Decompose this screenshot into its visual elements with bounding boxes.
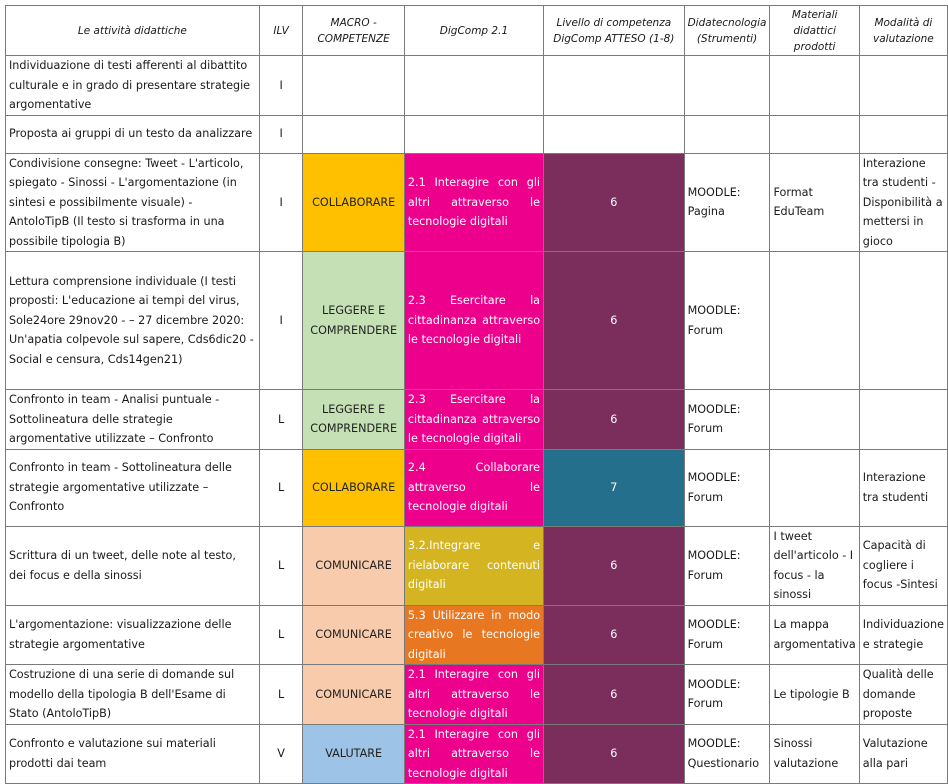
- cell-materials: Sinossi valutazione: [770, 724, 859, 784]
- table-row: [6, 526, 948, 605]
- cell-materials: [770, 449, 859, 526]
- cell-digcomp: 3.2.Integrare e rielaborare contenuti digitali: [404, 526, 543, 605]
- cell-mode: Individuazione e strategie: [859, 605, 947, 665]
- header-level: Livello di competenza DigComp ATTESO (1-8): [544, 6, 685, 56]
- cell-ilv: I: [259, 115, 303, 153]
- cell-tools: MOODLE: Forum: [684, 526, 770, 605]
- table-row: [6, 724, 948, 784]
- cell-ilv: L: [259, 605, 303, 665]
- cell-level: 6: [544, 390, 685, 450]
- table-row: [6, 390, 948, 450]
- cell-macro: LEGGERE E COMPRENDERE: [303, 390, 404, 450]
- cell-digcomp: 2.1 Interagire con gli altri attraverso le tecnologie digitali: [404, 665, 543, 725]
- cell-level: [544, 115, 685, 153]
- cell-tools: MOODLE: Forum: [684, 390, 770, 450]
- cell-materials: [770, 115, 859, 153]
- table-row: [6, 449, 948, 526]
- cell-materials: I tweet dell'articolo - I focus - la sinossi: [770, 526, 859, 605]
- cell-materials: [770, 390, 859, 450]
- cell-materials: [770, 56, 859, 116]
- cell-activity: L'argomentazione: visualizzazione delle strategie argomentative: [6, 605, 260, 665]
- cell-level: [544, 56, 685, 116]
- cell-materials: Format EduTeam: [770, 153, 859, 252]
- cell-ilv: L: [259, 390, 303, 450]
- cell-digcomp: [404, 56, 543, 116]
- cell-macro: COLLABORARE: [303, 449, 404, 526]
- cell-tools: MOODLE: Forum: [684, 605, 770, 665]
- cell-digcomp: 2.3 Esercitare la cittadinanza attraverso le tecnologie digitali: [404, 390, 543, 450]
- cell-activity: Costruzione di una serie di domande sul modello della tipologia B dell'Esame di Stato (AntoloTipB): [6, 665, 260, 725]
- cell-tools: MOODLE: Questionario: [684, 724, 770, 784]
- cell-level: 6: [544, 724, 685, 784]
- cell-digcomp: [404, 115, 543, 153]
- cell-activity: Confronto in team - Sottolineatura delle strategie argomentative utilizzate – Confronto: [6, 449, 260, 526]
- cell-level: 7: [544, 449, 685, 526]
- cell-activity: Scrittura di un tweet, delle note al testo, dei focus e della sinossi: [6, 526, 260, 605]
- cell-level: 6: [544, 526, 685, 605]
- cell-tools: MOODLE: Pagina: [684, 153, 770, 252]
- cell-ilv: V: [259, 724, 303, 784]
- table-row: [6, 115, 948, 153]
- cell-activity: Individuazione di testi afferenti al dibattito culturale e in grado di presentare strategie argomentative: [6, 56, 260, 116]
- cell-activity: Confronto e valutazione sui materiali prodotti dai team: [6, 724, 260, 784]
- table-row: [6, 153, 948, 252]
- cell-tools: [684, 115, 770, 153]
- cell-mode: Valutazione alla pari: [859, 724, 947, 784]
- cell-macro: [303, 56, 404, 116]
- cell-mode: [859, 390, 947, 450]
- cell-digcomp: 2.1 Interagire con gli altri attraverso le tecnologie digitali: [404, 724, 543, 784]
- cell-level: 6: [544, 252, 685, 390]
- cell-ilv: L: [259, 665, 303, 725]
- cell-macro: COMUNICARE: [303, 665, 404, 725]
- cell-level: 6: [544, 153, 685, 252]
- cell-ilv: I: [259, 252, 303, 390]
- cell-activity: Condivisione consegne: Tweet - L'articolo, spiegato - Sinossi - L'argomentazione (in sintesi e possibilmente visuale) - AntoloTipB (Il testo si trasforma in una possibile tipologia B): [6, 153, 260, 252]
- cell-mode: Interazione tra studenti - Disponibilità a mettersi in gioco: [859, 153, 947, 252]
- cell-materials: [770, 252, 859, 390]
- table-row: [6, 56, 948, 116]
- cell-mode: Capacità di cogliere i focus -Sintesi: [859, 526, 947, 605]
- cell-macro: [303, 115, 404, 153]
- header-row: [6, 6, 948, 56]
- cell-materials: Le tipologie B: [770, 665, 859, 725]
- header-tools: Didatecnologia (Strumenti): [684, 6, 770, 56]
- cell-digcomp: 2.3 Esercitare la cittadinanza attraverso le tecnologie digitali: [404, 252, 543, 390]
- cell-ilv: L: [259, 449, 303, 526]
- table-row: [6, 252, 948, 390]
- header-mode: Modalità di valutazione: [859, 6, 947, 56]
- cell-activity: Lettura comprensione individuale (I testi proposti: L'educazione ai tempi del virus, Sole24ore 29nov20 - – 27 dicembre 2020: Un'apatia colpevole sul sapere, Cds6dic20 - Social e censura, Cds14gen21): [6, 252, 260, 390]
- cell-level: 6: [544, 605, 685, 665]
- header-activity: Le attività didattiche: [6, 6, 260, 56]
- cell-ilv: I: [259, 153, 303, 252]
- cell-macro: VALUTARE: [303, 724, 404, 784]
- cell-tools: MOODLE: Forum: [684, 449, 770, 526]
- cell-digcomp: 2.1 Interagire con gli altri attraverso le tecnologie digitali: [404, 153, 543, 252]
- cell-materials: La mappa argomentativa: [770, 605, 859, 665]
- cell-tools: MOODLE: Forum: [684, 665, 770, 725]
- cell-level: 6: [544, 665, 685, 725]
- cell-tools: MOODLE: Forum: [684, 252, 770, 390]
- cell-digcomp: 5.3 Utilizzare in modo creativo le tecnologie digitali: [404, 605, 543, 665]
- activity-table: [5, 5, 948, 784]
- table-row: [6, 665, 948, 725]
- header-ilv: ILV: [259, 6, 303, 56]
- header-materials: Materiali didattici prodotti: [770, 6, 859, 56]
- cell-activity: Proposta ai gruppi di un testo da analizzare: [6, 115, 260, 153]
- cell-digcomp: 2.4 Collaborare attraverso le tecnologie digitali: [404, 449, 543, 526]
- cell-ilv: I: [259, 56, 303, 116]
- cell-tools: [684, 56, 770, 116]
- cell-activity: Confronto in team - Analisi puntuale - Sottolineatura delle strategie argomentative utilizzate – Confronto: [6, 390, 260, 450]
- table-row: [6, 605, 948, 665]
- header-digcomp: DigComp 2.1: [404, 6, 543, 56]
- cell-mode: [859, 252, 947, 390]
- cell-mode: Qualità delle domande proposte: [859, 665, 947, 725]
- cell-macro: LEGGERE E COMPRENDERE: [303, 252, 404, 390]
- cell-macro: COLLABORARE: [303, 153, 404, 252]
- cell-mode: [859, 56, 947, 116]
- cell-mode: [859, 115, 947, 153]
- cell-macro: COMUNICARE: [303, 605, 404, 665]
- cell-ilv: L: [259, 526, 303, 605]
- header-macro: MACRO - COMPETENZE: [303, 6, 404, 56]
- cell-mode: Interazione tra studenti: [859, 449, 947, 526]
- cell-macro: COMUNICARE: [303, 526, 404, 605]
